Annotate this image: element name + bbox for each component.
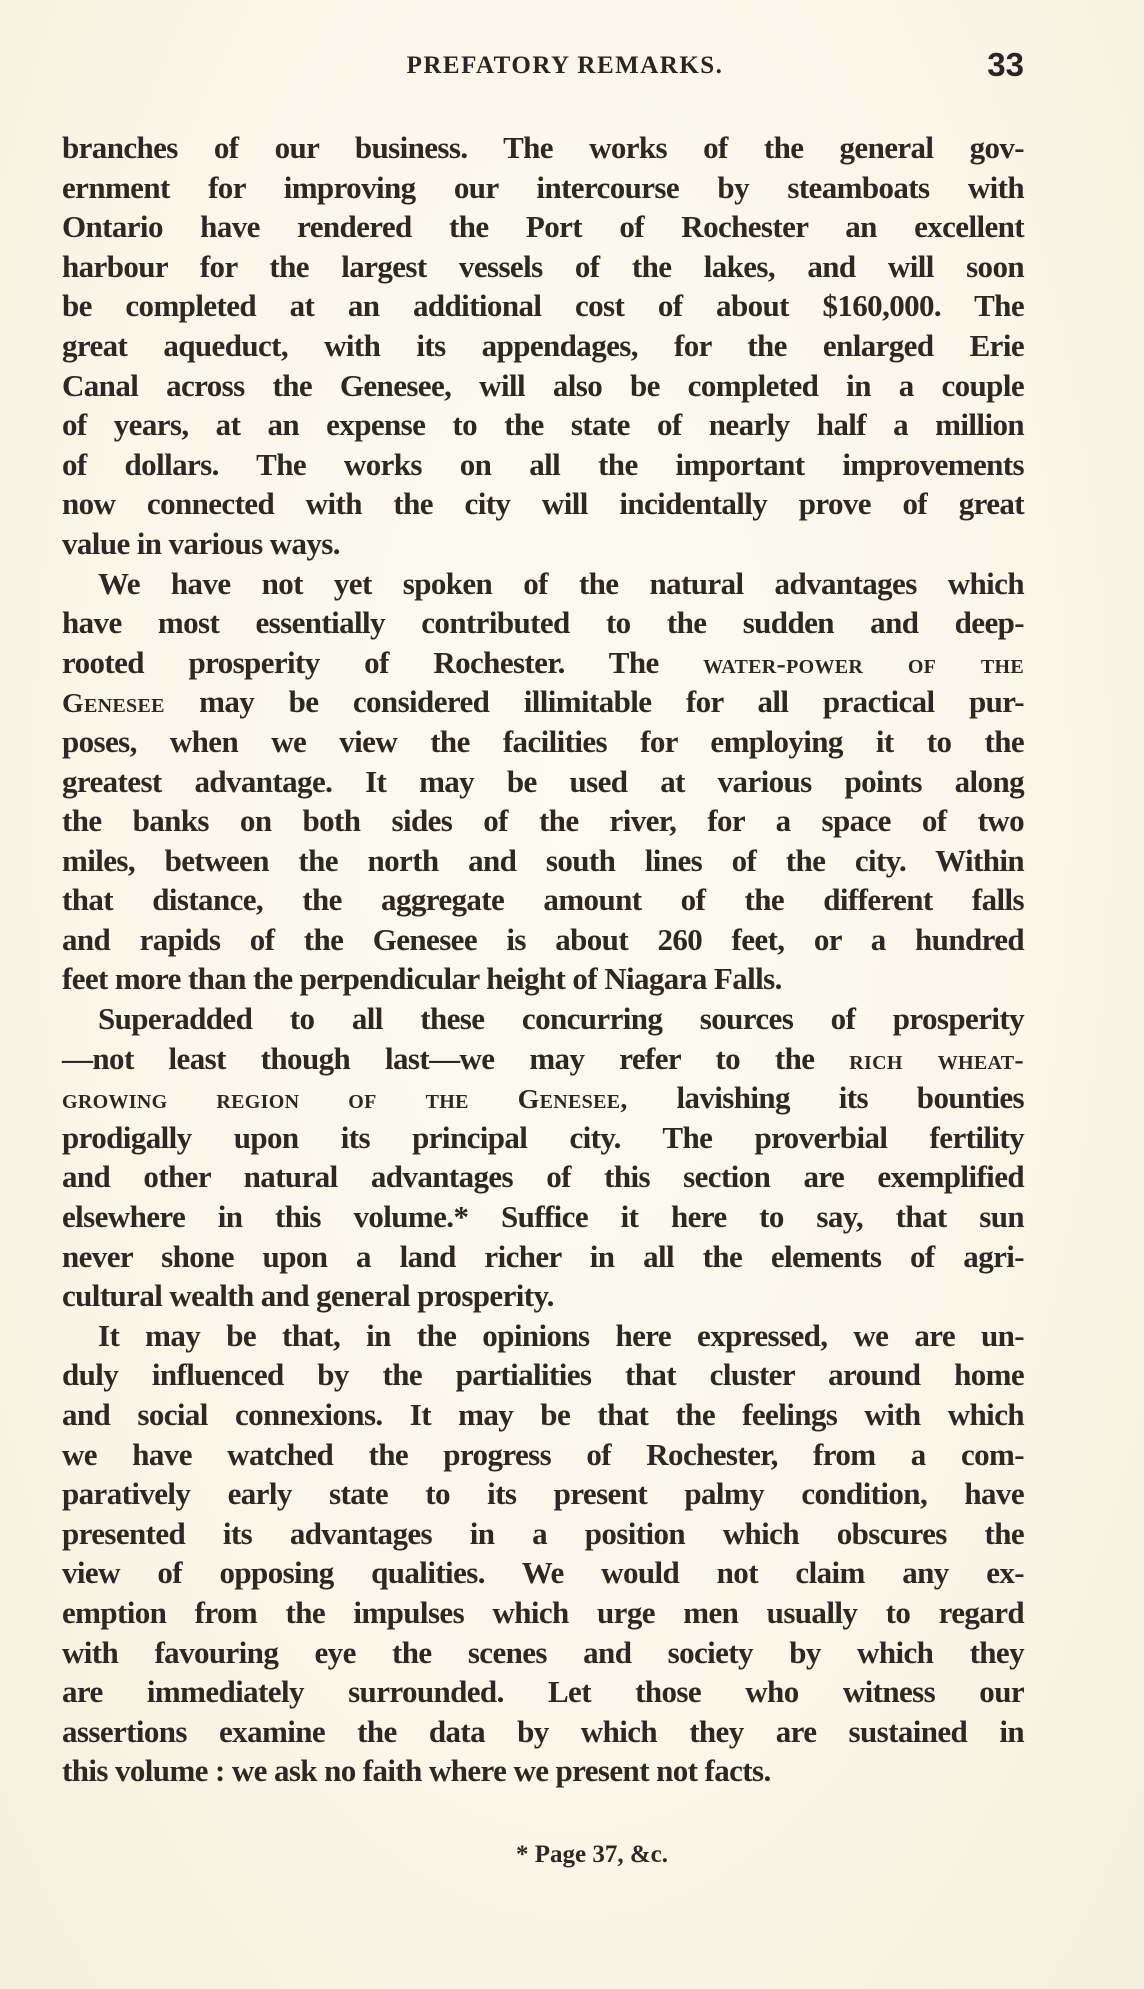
text-line: be completed at an additional cost of about $160,000. The [62,288,1024,324]
small-caps-emphasis: Genesee [62,688,165,720]
small-caps-emphasis: rich wheat- [849,1044,1024,1076]
text-line: are immediately surrounded. Let those who witness our [62,1674,1024,1710]
text-line: of dollars. The works on all the important improvements [62,446,1024,482]
text-line: Superadded to all these concurring sources of prosperity [98,1001,1024,1037]
text-line: elsewhere in this volume.* Suffice it here to say, that sun [62,1199,1024,1235]
text-line: ernment for improving our intercourse by steamboats with [62,169,1024,205]
text-line [62,1039,1024,1079]
text-line: value in various ways. [62,525,340,561]
text-line: and social connexions. It may be that the feelings with which [62,1397,1024,1432]
text-run: —not least though last—we may refer to the [62,1040,850,1076]
text-line: assertions examine the data by which they are sustained in [62,1713,1024,1749]
page-number: 33 [987,46,1024,83]
text-line: with favouring eye the scenes and society by which they [62,1634,1024,1670]
small-caps-emphasis: water-power of the [703,648,1024,680]
text-line: presented its advantages in a position which obscures the [62,1515,1024,1551]
text-line: prodigally upon its principal city. The proverbial fertility [62,1119,1024,1155]
text-line: Ontario have rendered the Port of Rochester an excellent [62,209,1024,245]
text-line: have most essentially contributed to the sudden and deep- [62,605,1024,641]
text-line: and other natural advantages of this section are exemplified [62,1159,1024,1195]
text-run: rooted prosperity of Rochester. The [62,644,704,680]
running-head: PREFATORY REMARKS. [406,52,724,79]
text-line: cultural wealth and general prosperity. [62,1278,554,1314]
text-line: It may be that, in the opinions here expressed, we are un- [98,1317,1024,1353]
text-line: the banks on both sides of the river, for a space of two [62,803,1024,839]
text-line [62,643,1024,683]
text-line: branches of our business. The works of the general gov- [62,130,1024,165]
text-line: never shone upon a land richer in all the elements of agri- [62,1238,1024,1274]
body-text [62,128,1024,1791]
text-line: miles, between the north and south lines of the city. Within [62,842,1024,878]
text-line [62,1078,1024,1118]
text-line: of years, at an expense to the state of nearly half a million [62,407,1024,443]
footnote: * Page 37, &c. [515,1841,669,1868]
text-line: emption from the impulses which urge men usually to regard [62,1594,1024,1630]
text-line: this volume : we ask no faith where we present not facts. [62,1753,771,1789]
text-line: Canal across the Genesee, will also be completed in a couple [62,367,1024,403]
text-line: greatest advantage. It may be used at various points along [62,763,1024,799]
text-line: we have watched the progress of Rochester, from a com- [62,1436,1024,1472]
text-line: duly influenced by the partialities that cluster around home [62,1357,1024,1393]
text-line: feet more than the perpendicular height of Niagara Falls. [62,961,782,997]
text-line: now connected with the city will incidentally prove of great [62,486,1024,522]
text-run: lavishing its bounties [627,1080,1024,1116]
text-line: We have not yet spoken of the natural advantages which [98,565,1024,601]
text-line: poses, when we view the facilities for employing it to the [62,723,1024,759]
text-line: and rapids of the Genesee is about 260 feet, or a hundred [62,921,1024,957]
text-line: that distance, the aggregate amount of the different falls [62,882,1024,918]
text-run: may be considered illimitable for all practical pur- [164,684,1024,720]
text-line: paratively early state to its present palmy condition, have [62,1476,1024,1512]
page-header [60,46,1024,86]
text-line: great aqueduct, with its appendages, for the enlarged Erie [62,327,1024,363]
text-line [62,682,1024,722]
small-caps-emphasis: growing region of the Genesee, [62,1084,628,1116]
text-line: harbour for the largest vessels of the lakes, and will soon [62,248,1024,284]
text-line: view of opposing qualities. We would not claim any ex- [62,1555,1024,1591]
